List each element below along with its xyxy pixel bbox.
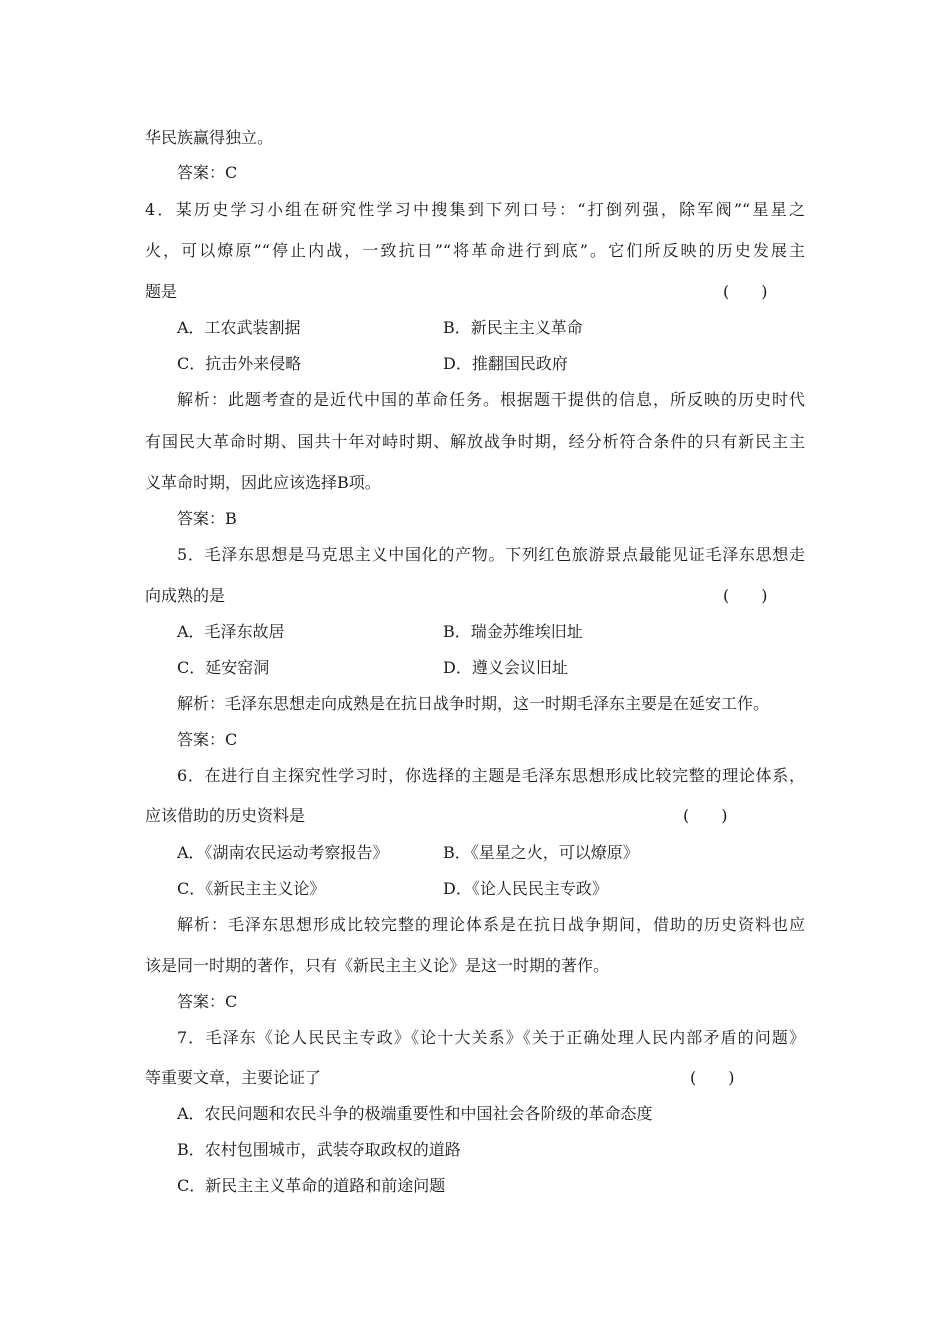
question-5-line-1: 5．毛泽东思想是马克思主义中国化的产物。下列红色旅游景点最能见证毛泽东思想走 xyxy=(177,545,805,564)
explanation-5-line-1: 解析：毛泽东思想走向成熟是在抗日战争时期，这一时期毛泽东主要是在延安工作。 xyxy=(177,694,770,713)
option-a: A．毛泽东故居 xyxy=(177,622,285,641)
option-b: B．新民主主义革命 xyxy=(443,318,583,337)
option-a: A．《湖南农民运动考察报告》 xyxy=(177,843,389,862)
question-5-line-2: 向成熟的是 xyxy=(145,586,226,605)
option-c: C．抗击外来侵略 xyxy=(177,354,302,373)
option-a: A．工农武装割据 xyxy=(177,318,301,337)
option-c: C．新民主主义革命的道路和前途问题 xyxy=(177,1176,446,1195)
option-d: D．遵义会议旧址 xyxy=(443,658,568,677)
explanation-6-line-1: 解析：毛泽东思想形成比较完整的理论体系是在抗日战争期间，借助的历史资料也应 xyxy=(177,915,805,934)
answer-blank: ( ) xyxy=(723,586,768,605)
option-c: C．《新民主主义论》 xyxy=(177,879,326,898)
question-7-line-2: 等重要文章，主要论证了 xyxy=(145,1068,322,1087)
option-d: D．《论人民民主专政》 xyxy=(443,879,608,898)
answer-blank: ( ) xyxy=(723,282,768,301)
option-c: C．延安窑洞 xyxy=(177,658,270,677)
answer-blank: ( ) xyxy=(683,806,728,825)
text-line: 华民族赢得独立。 xyxy=(145,128,274,147)
answer-line: 答案：C xyxy=(177,730,238,749)
question-4-line-3: 题是 xyxy=(145,282,178,301)
explanation-4-line-1: 解析：此题考查的是近代中国的革命任务。根据题干提供的信息，所反映的历史时代 xyxy=(177,390,805,409)
question-7-line-1: 7．毛泽东《论人民民主专政》《论十大关系》《关于正确处理人民内部矛盾的问题》 xyxy=(177,1028,805,1047)
question-6-line-2: 应该借助的历史资料是 xyxy=(145,806,306,825)
answer-line: 答案：C xyxy=(177,163,238,182)
explanation-4-line-3: 义革命时期，因此应该选择B项。 xyxy=(145,473,381,492)
option-b: B．农村包围城市，武装夺取政权的道路 xyxy=(177,1140,461,1159)
question-6-line-1: 6．在进行自主探究性学习时，你选择的主题是毛泽东思想形成比较完整的理论体系， xyxy=(177,766,805,785)
answer-blank: ( ) xyxy=(690,1068,735,1087)
option-d: D．推翻国民政府 xyxy=(443,354,568,373)
explanation-4-line-2: 有国民大革命时期、国共十年对峙时期、解放战争时期，经分析符合条件的只有新民主主 xyxy=(145,432,805,451)
answer-line: 答案：C xyxy=(177,992,238,1011)
question-4-line-1: 4．某历史学习小组在研究性学习中搜集到下列口号：“打倒列强，除军阀”“星星之 xyxy=(145,200,805,219)
explanation-6-line-2: 该是同一时期的著作，只有《新民主主义论》是这一时期的著作。 xyxy=(145,956,610,975)
option-b: B．《星星之火，可以燎原》 xyxy=(443,843,639,862)
option-a: A．农民问题和农民斗争的极端重要性和中国社会各阶级的革命态度 xyxy=(177,1104,653,1123)
question-4-line-2: 火，可以燎原”“停止内战，一致抗日”“将革命进行到底”。它们所反映的历史发展主 xyxy=(145,241,805,260)
option-b: B．瑞金苏维埃旧址 xyxy=(443,622,583,641)
answer-line: 答案：B xyxy=(177,509,237,528)
